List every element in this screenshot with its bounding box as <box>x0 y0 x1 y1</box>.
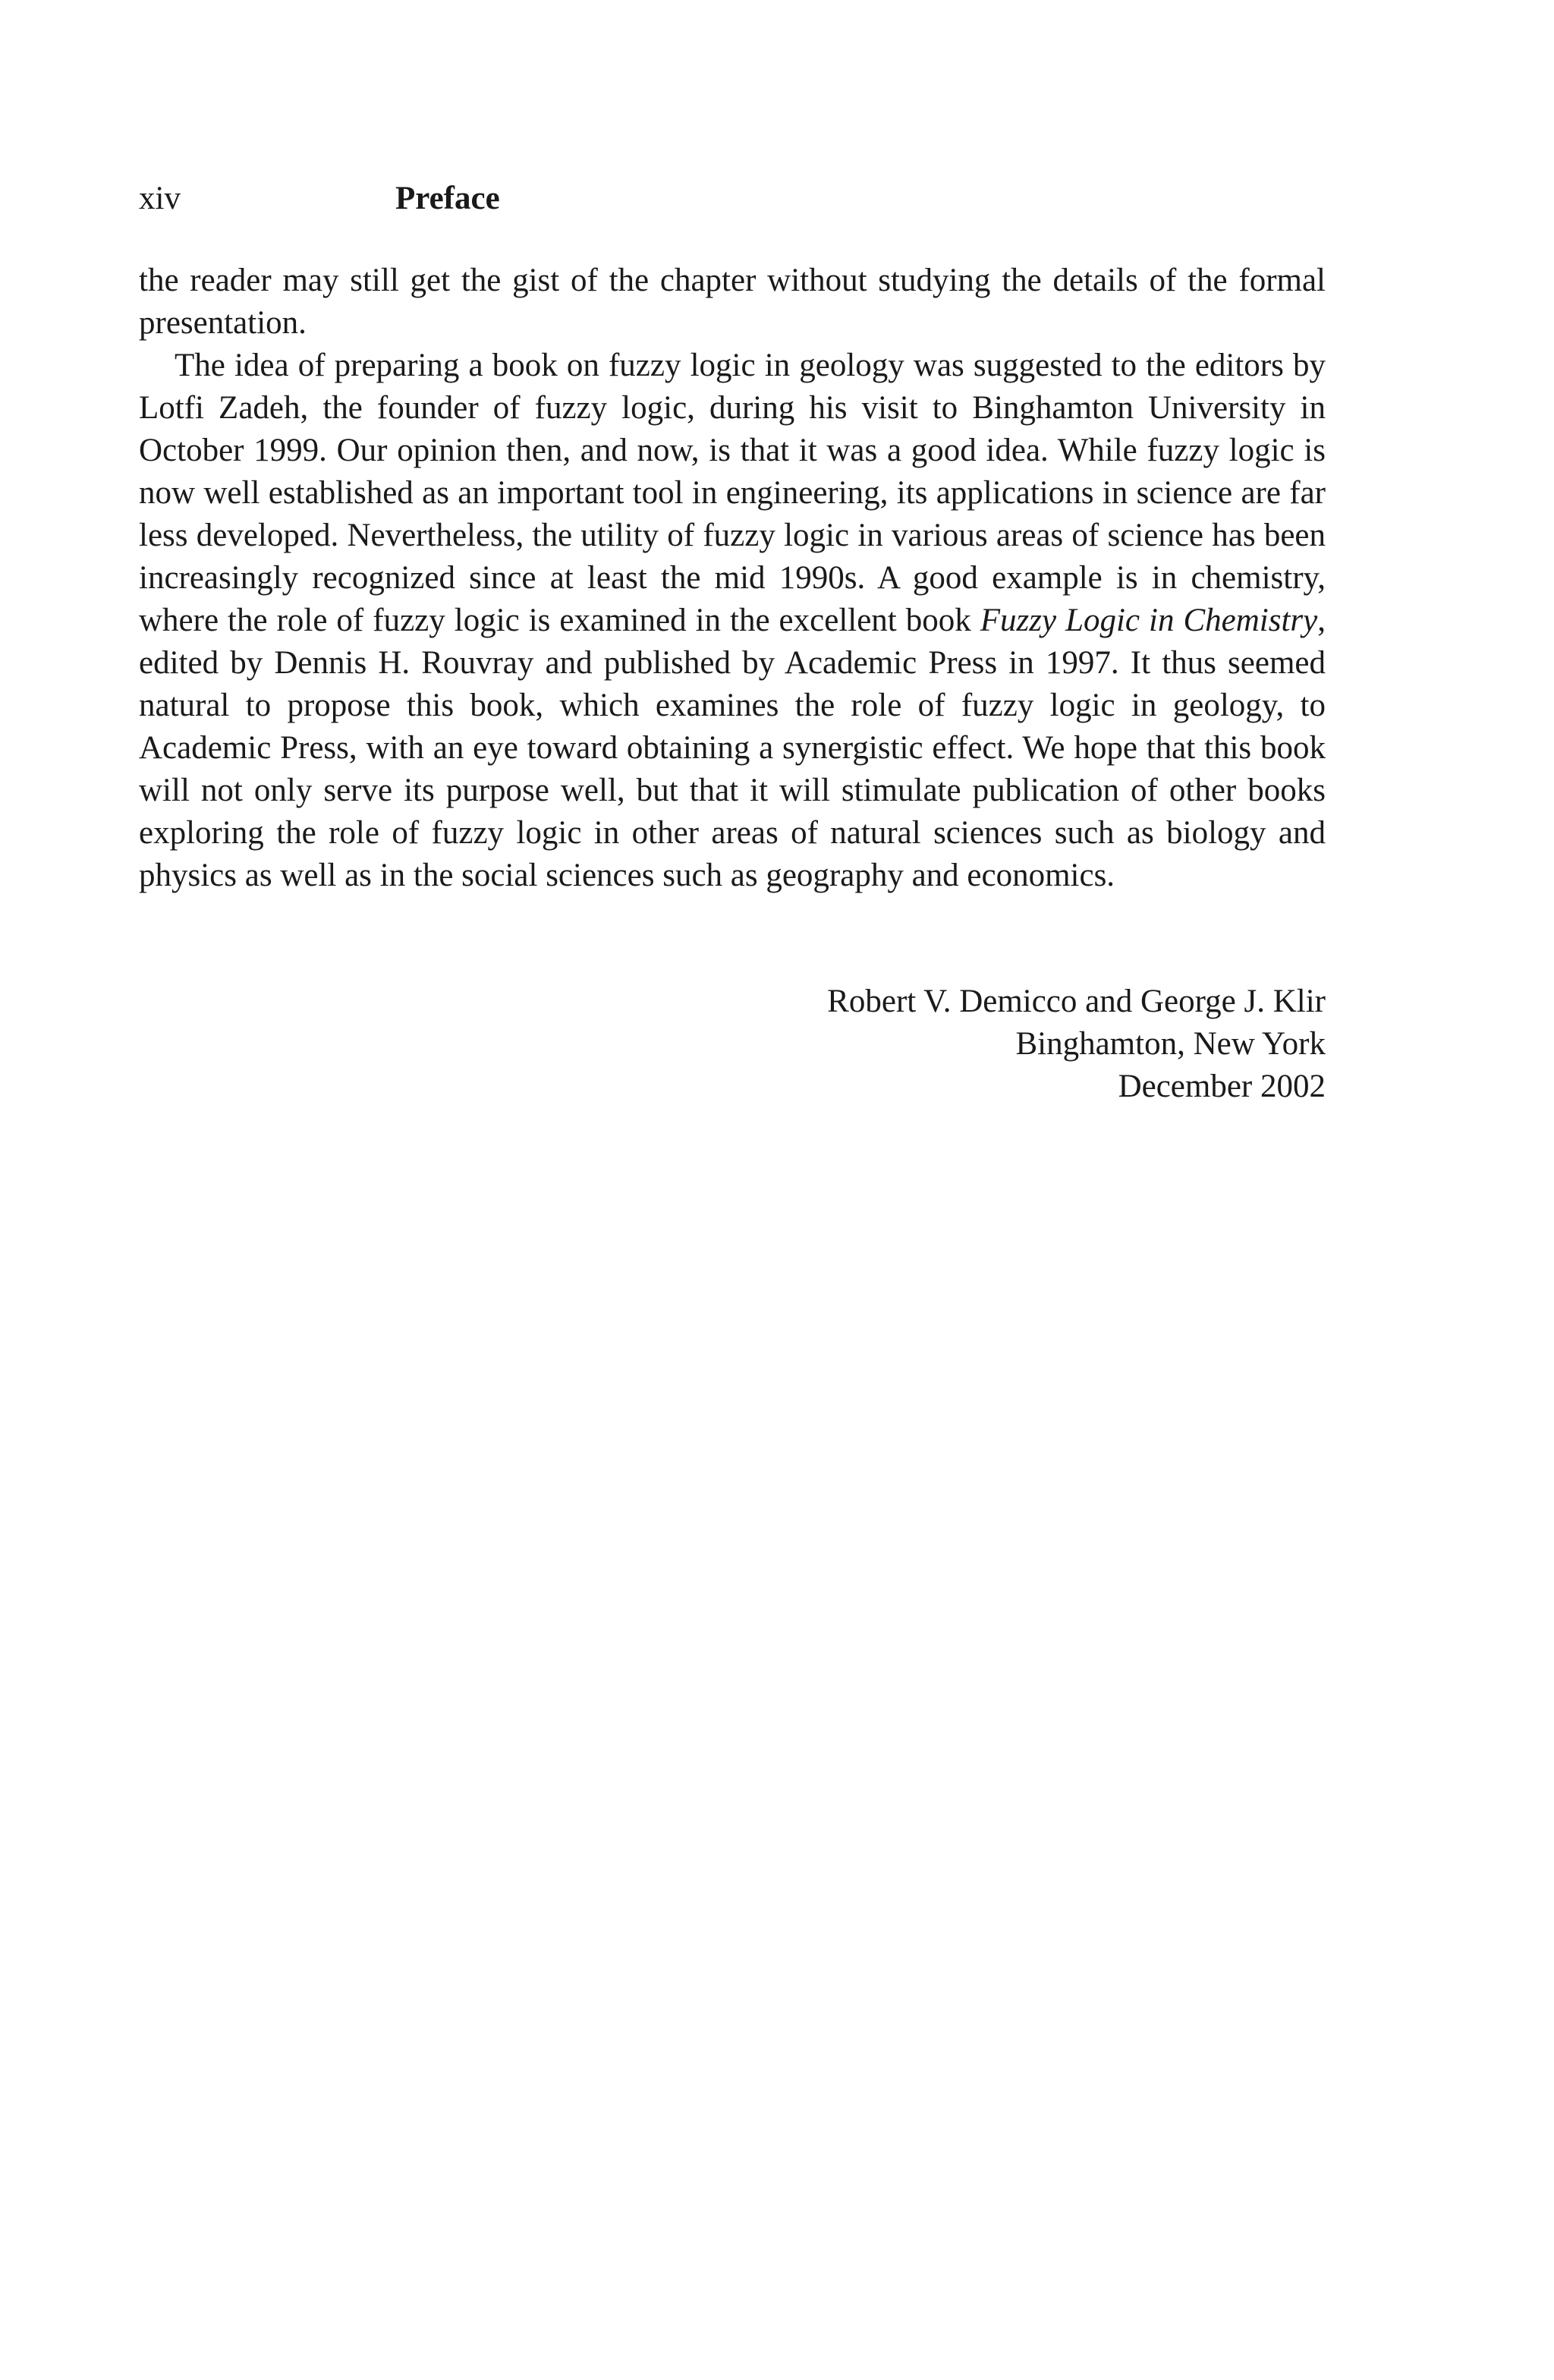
book-title-italic: Fuzzy Logic in Chemistry <box>980 603 1318 638</box>
signature-authors: Robert V. Demicco and George J. Klir <box>827 984 1326 1019</box>
running-title: Preface <box>395 181 500 216</box>
signature-date: December 2002 <box>1118 1069 1326 1104</box>
paragraph-book-origin <box>139 345 1326 897</box>
signature-block <box>139 981 1326 1108</box>
paragraph-text-after-title: , edited by Dennis H. Rouvray and published by Academic Press in 1997. It thus seemed natural to propose this book, which examines the role of fuzzy logic in geology, to Academic Press, with an eye toward obtaining a synergistic effect. We hope that this book will not only serve its purpose well, but that it will stimulate publication of other books exploring the role of fuzzy logic in other areas of natural sciences such as biology and physics as well as in the social sciences such as geography and economics. <box>139 603 1326 893</box>
body-text <box>139 260 1326 897</box>
page-number: xiv <box>139 181 181 216</box>
paragraph-continuation: the reader may still get the gist of the chapter without studying the details of the formal presentation. <box>139 263 1326 341</box>
running-head <box>139 176 1329 222</box>
paragraph-text-before-title: The idea of preparing a book on fuzzy logic in geology was suggested to the editors by Lotfi Zadeh, the founder of fuzzy logic, during his visit to Binghamton University in October 1999. Our opinion then, and now, is that it was a good idea. While fuzzy logic is now well established as an important tool in engineering, its applications in science are far less developed. Nevertheless, the utility of fuzzy logic in various areas of science has been increasingly recognized since at least the mid 1990s. A good example is in chemistry, where the role of fuzzy logic is examined in the excellent book <box>139 348 1326 638</box>
signature-location: Binghamton, New York <box>1015 1026 1326 1062</box>
